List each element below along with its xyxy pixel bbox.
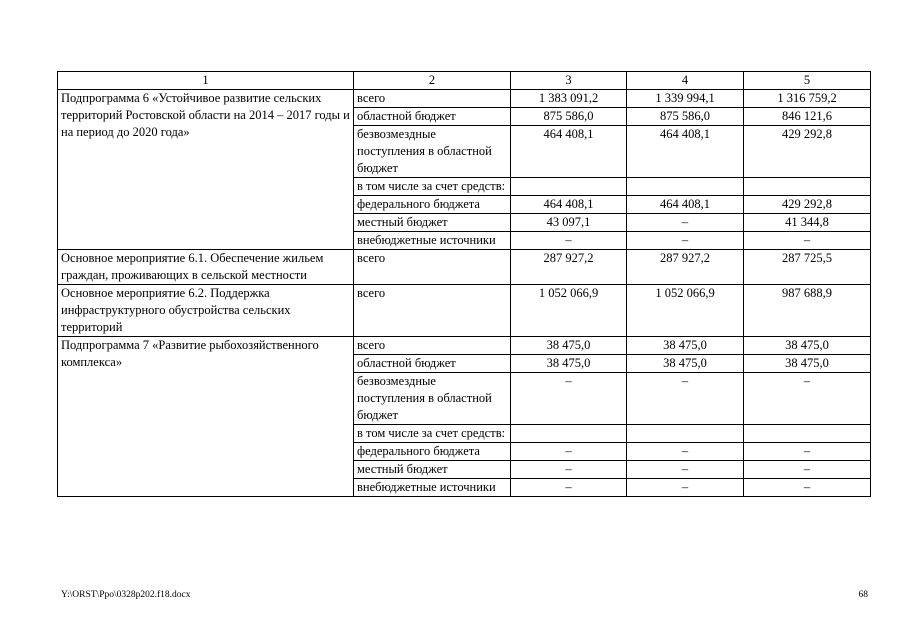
value-cell-col-5: 987 688,9 bbox=[744, 285, 871, 337]
header-col-5: 5 bbox=[744, 72, 871, 90]
funding-source-cell: областной бюджет bbox=[354, 355, 511, 373]
value-cell-col-5 bbox=[744, 425, 871, 443]
value-cell-col-3: – bbox=[511, 232, 627, 250]
value-cell-col-4: 38 475,0 bbox=[627, 355, 744, 373]
value-cell-col-3 bbox=[511, 425, 627, 443]
value-cell-col-5: – bbox=[744, 443, 871, 461]
value-cell-col-3: 1 383 091,2 bbox=[511, 90, 627, 108]
table-row bbox=[58, 285, 871, 337]
value-cell-col-4: 1 339 994,1 bbox=[627, 90, 744, 108]
value-cell-col-4: – bbox=[627, 443, 744, 461]
value-cell-col-4: – bbox=[627, 373, 744, 425]
funding-source-cell: федерального бюджета bbox=[354, 196, 511, 214]
value-cell-col-3: 875 586,0 bbox=[511, 108, 627, 126]
program-name-cell: Подпрограмма 6 «Устойчивое развитие сельских территорий Ростовской области на 2014 – 2017 годы и на период до 2020 года» bbox=[58, 90, 354, 250]
funding-source-cell: всего bbox=[354, 90, 511, 108]
value-cell-col-3: 38 475,0 bbox=[511, 355, 627, 373]
table-row bbox=[58, 90, 871, 108]
value-cell-col-5: 429 292,8 bbox=[744, 126, 871, 178]
value-cell-col-4: – bbox=[627, 214, 744, 232]
funding-source-cell: внебюджетные источники bbox=[354, 479, 511, 497]
table-row bbox=[58, 337, 871, 355]
value-cell-col-4: – bbox=[627, 461, 744, 479]
value-cell-col-5 bbox=[744, 178, 871, 196]
value-cell-col-4: 875 586,0 bbox=[627, 108, 744, 126]
header-col-2: 2 bbox=[354, 72, 511, 90]
funding-source-cell: местный бюджет bbox=[354, 214, 511, 232]
value-cell-col-4: – bbox=[627, 479, 744, 497]
value-cell-col-5: 38 475,0 bbox=[744, 355, 871, 373]
value-cell-col-3 bbox=[511, 178, 627, 196]
value-cell-col-4: 1 052 066,9 bbox=[627, 285, 744, 337]
header-row bbox=[58, 72, 871, 90]
budget-table-body bbox=[58, 72, 871, 497]
value-cell-col-4 bbox=[627, 425, 744, 443]
value-cell-col-4: – bbox=[627, 232, 744, 250]
value-cell-col-5: – bbox=[744, 373, 871, 425]
value-cell-col-3: 287 927,2 bbox=[511, 250, 627, 285]
value-cell-col-4: 464 408,1 bbox=[627, 126, 744, 178]
funding-source-cell: в том числе за счет средств: bbox=[354, 178, 511, 196]
value-cell-col-5: 41 344,8 bbox=[744, 214, 871, 232]
funding-source-cell: всего bbox=[354, 337, 511, 355]
program-name-cell: Основное мероприятие 6.2. Поддержка инфраструктурного обустройства сельских территорий bbox=[58, 285, 354, 337]
program-name-cell: Подпрограмма 7 «Развитие рыбохозяйственного комплекса» bbox=[58, 337, 354, 497]
funding-source-cell: всего bbox=[354, 250, 511, 285]
budget-table bbox=[57, 71, 871, 497]
header-col-3: 3 bbox=[511, 72, 627, 90]
value-cell-col-5: – bbox=[744, 479, 871, 497]
value-cell-col-5: 287 725,5 bbox=[744, 250, 871, 285]
value-cell-col-5: – bbox=[744, 461, 871, 479]
funding-source-cell: безвозмездные поступления в областной бюджет bbox=[354, 126, 511, 178]
value-cell-col-3: 464 408,1 bbox=[511, 126, 627, 178]
value-cell-col-5: 38 475,0 bbox=[744, 337, 871, 355]
value-cell-col-3: – bbox=[511, 443, 627, 461]
funding-source-cell: в том числе за счет средств: bbox=[354, 425, 511, 443]
value-cell-col-3: – bbox=[511, 479, 627, 497]
footer-page-number: 68 bbox=[858, 590, 868, 600]
value-cell-col-3: 1 052 066,9 bbox=[511, 285, 627, 337]
table-row bbox=[58, 250, 871, 285]
footer-file-path: Y:\ORST\Ppo\0328p202.f18.docx bbox=[61, 590, 191, 600]
value-cell-col-3: – bbox=[511, 461, 627, 479]
header-col-1: 1 bbox=[58, 72, 354, 90]
value-cell-col-5: 1 316 759,2 bbox=[744, 90, 871, 108]
header-col-4: 4 bbox=[627, 72, 744, 90]
value-cell-col-3: 43 097,1 bbox=[511, 214, 627, 232]
value-cell-col-4: 38 475,0 bbox=[627, 337, 744, 355]
program-name-cell: Основное мероприятие 6.1. Обеспечение жильем граждан, проживающих в сельской местности bbox=[58, 250, 354, 285]
value-cell-col-3: – bbox=[511, 373, 627, 425]
value-cell-col-3: 38 475,0 bbox=[511, 337, 627, 355]
value-cell-col-5: 429 292,8 bbox=[744, 196, 871, 214]
value-cell-col-3: 464 408,1 bbox=[511, 196, 627, 214]
value-cell-col-4: 464 408,1 bbox=[627, 196, 744, 214]
funding-source-cell: всего bbox=[354, 285, 511, 337]
funding-source-cell: безвозмездные поступления в областной бюджет bbox=[354, 373, 511, 425]
funding-source-cell: областной бюджет bbox=[354, 108, 511, 126]
value-cell-col-5: – bbox=[744, 232, 871, 250]
value-cell-col-4 bbox=[627, 178, 744, 196]
funding-source-cell: внебюджетные источники bbox=[354, 232, 511, 250]
funding-source-cell: федерального бюджета bbox=[354, 443, 511, 461]
funding-source-cell: местный бюджет bbox=[354, 461, 511, 479]
value-cell-col-5: 846 121,6 bbox=[744, 108, 871, 126]
value-cell-col-4: 287 927,2 bbox=[627, 250, 744, 285]
